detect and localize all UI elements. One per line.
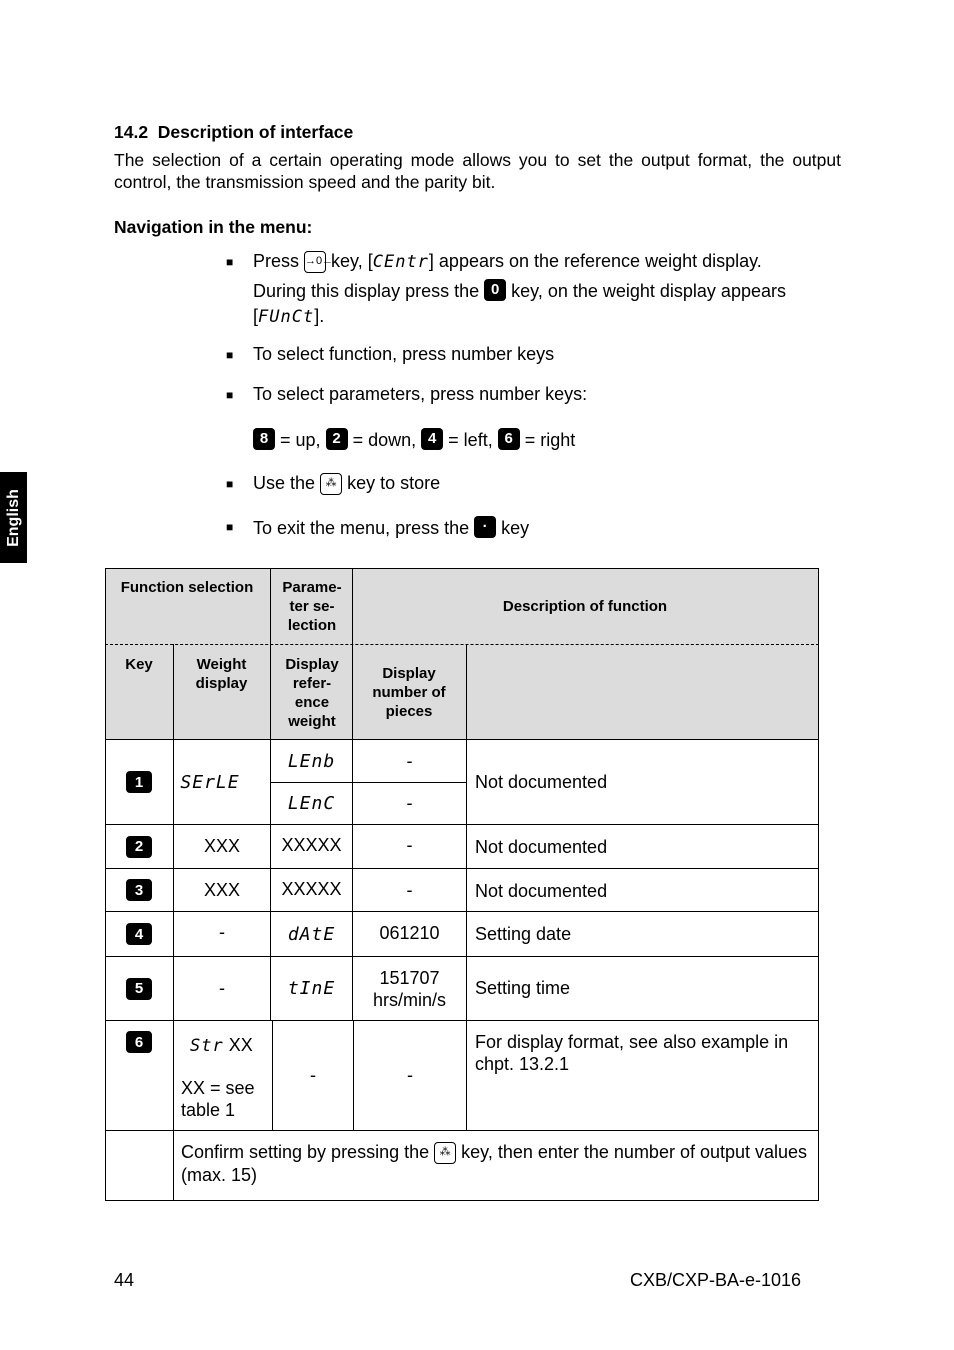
exit-text: To exit the menu, press the	[253, 518, 470, 538]
section-title-text: Description of interface	[157, 122, 354, 142]
row-6-str-segment: Str	[190, 1036, 224, 1056]
appears-text: ] appears on the reference weight display.	[428, 251, 762, 271]
language-tab	[0, 472, 27, 563]
bracket-open: [	[253, 306, 259, 326]
print-key-icon: ⁂	[434, 1142, 456, 1164]
row-1-ref-a: LEnb	[287, 750, 336, 772]
row-4-ref: dAtE	[287, 923, 336, 945]
row-2-ref: XXXXX	[281, 834, 342, 855]
store-text: key to store	[347, 473, 441, 493]
key-6-icon: 6	[126, 1031, 152, 1053]
bullet-marker: ■	[226, 255, 234, 269]
row-3-weight-display: XXX	[203, 879, 241, 900]
key-2-icon: 2	[126, 836, 152, 858]
row-6-description: For display format, see also example in chpt. 13.2.1	[475, 1032, 789, 1074]
key-text: key, [	[331, 251, 373, 271]
row-5-ref: tInE	[287, 978, 336, 999]
dot-key-icon: ·	[474, 516, 496, 538]
row-4-pieces: 061210	[379, 922, 440, 943]
right-text: = right	[524, 430, 576, 450]
bullet-5	[253, 516, 529, 539]
header-parameter-selection: Parame- ter se- lection	[282, 579, 342, 634]
navigation-heading: Navigation in the menu:	[114, 217, 313, 237]
row-4-weight-display: -	[219, 921, 225, 942]
row-1-pieces-a: -	[406, 750, 413, 771]
row-5-pieces	[353, 957, 466, 1020]
arrow-keys-line	[253, 428, 575, 451]
tare-key-icon: →0←	[304, 251, 326, 273]
print-key-icon: ⁂	[320, 473, 342, 495]
key-4-icon: 4	[421, 428, 443, 450]
confirm-setting-note	[181, 1141, 811, 1186]
table-row-1-key	[105, 740, 173, 824]
row-6-pieces: -	[407, 1065, 413, 1085]
bracket-close: ].	[314, 306, 325, 326]
row-4-description: Setting date	[475, 924, 572, 944]
row-2-weight-display: XXX	[203, 836, 241, 856]
table-row-4-key	[105, 912, 173, 956]
use-the-text: Use the	[253, 473, 316, 493]
bullet-marker: ■	[226, 348, 234, 362]
row-6-weight-display	[190, 1034, 253, 1057]
bullet-3: To select parameters, press number keys:	[253, 384, 588, 404]
line2-text-a: During this display press the	[253, 281, 480, 301]
press-text: Press	[253, 251, 300, 271]
document-id: CXB/CXP-BA-e-1016	[630, 1270, 802, 1290]
table-row-5-key	[105, 957, 173, 1020]
line2-text-b: key, on the weight display appears	[511, 281, 786, 301]
row-6-ref: -	[310, 1065, 316, 1085]
header-display-number-pieces: Display number of pieces	[372, 665, 446, 720]
down-text: = down,	[352, 430, 417, 450]
row-5-pieces-unit: hrs/min/s	[372, 989, 446, 1010]
row-3-description: Not documented	[475, 881, 608, 901]
row-1-ref-b: LEnC	[287, 793, 336, 814]
key-2-icon: 2	[326, 428, 348, 450]
row-6-weight-note: XX = see table 1	[181, 1078, 255, 1120]
row-3-pieces: -	[406, 879, 413, 900]
zero-key-icon: 0	[484, 279, 506, 301]
section-title	[114, 122, 353, 143]
bullet-4	[253, 473, 440, 495]
language-tab-label: English	[4, 488, 22, 547]
header-weight-display: Weight display	[195, 656, 248, 692]
row-1-description: Not documented	[475, 772, 608, 792]
bullet-marker: ■	[226, 388, 234, 402]
row-2-pieces: -	[406, 834, 413, 855]
intro-paragraph: The selection of a certain operating mode allows you to set the output format, the output control, the transmission speed and the parity bit.	[114, 150, 841, 192]
row-5-weight-display: -	[219, 978, 225, 998]
header-key: Key	[125, 656, 153, 673]
row-1-pieces-b: -	[406, 793, 413, 813]
header-dashed-divider	[105, 644, 819, 645]
row-3-ref: XXXXX	[281, 878, 342, 899]
funct-segment-display: FUnCt	[258, 307, 315, 327]
confirm-text-a: Confirm setting by pressing the	[181, 1142, 430, 1162]
key-1-icon: 1	[126, 771, 152, 793]
key-5-icon: 5	[126, 978, 152, 1000]
bullet-1-line-1	[253, 251, 762, 273]
key-6-icon: 6	[498, 428, 520, 450]
row-2-description: Not documented	[475, 837, 608, 857]
confirm-text-b: key, then enter the number of output values (max. 15)	[181, 1142, 808, 1185]
key-word: key	[501, 518, 530, 538]
header-function-selection: Function selection	[120, 579, 254, 596]
page-number: 44	[114, 1270, 135, 1290]
interface-function-table	[105, 568, 819, 1201]
section-number: 14.2	[114, 122, 149, 142]
row-6-xx: XX	[228, 1035, 253, 1055]
header-display-reference-weight: Display refer- ence weight	[285, 656, 339, 730]
key-8-icon: 8	[253, 428, 275, 450]
bullet-marker: ■	[226, 520, 234, 534]
header-description: Description of function	[502, 598, 668, 615]
table-row-2-key	[105, 825, 173, 868]
row-5-pieces-value: 151707	[379, 967, 440, 988]
row-5-description: Setting time	[475, 978, 571, 998]
bullet-marker: ■	[226, 477, 234, 491]
bullet-1-line-3	[253, 306, 324, 327]
bullet-2: To select function, press number keys	[253, 344, 555, 364]
left-text: = left,	[448, 430, 493, 450]
table-row-3-key	[105, 869, 173, 911]
row-1-weight-display: SErLE	[180, 771, 240, 793]
key-3-icon: 3	[126, 879, 152, 901]
up-text: = up,	[280, 430, 321, 450]
centr-segment-display: CEntr	[372, 252, 429, 272]
bullet-1-line-2	[253, 279, 786, 302]
table-row-6-key	[126, 1031, 152, 1053]
key-4-icon: 4	[126, 923, 152, 945]
